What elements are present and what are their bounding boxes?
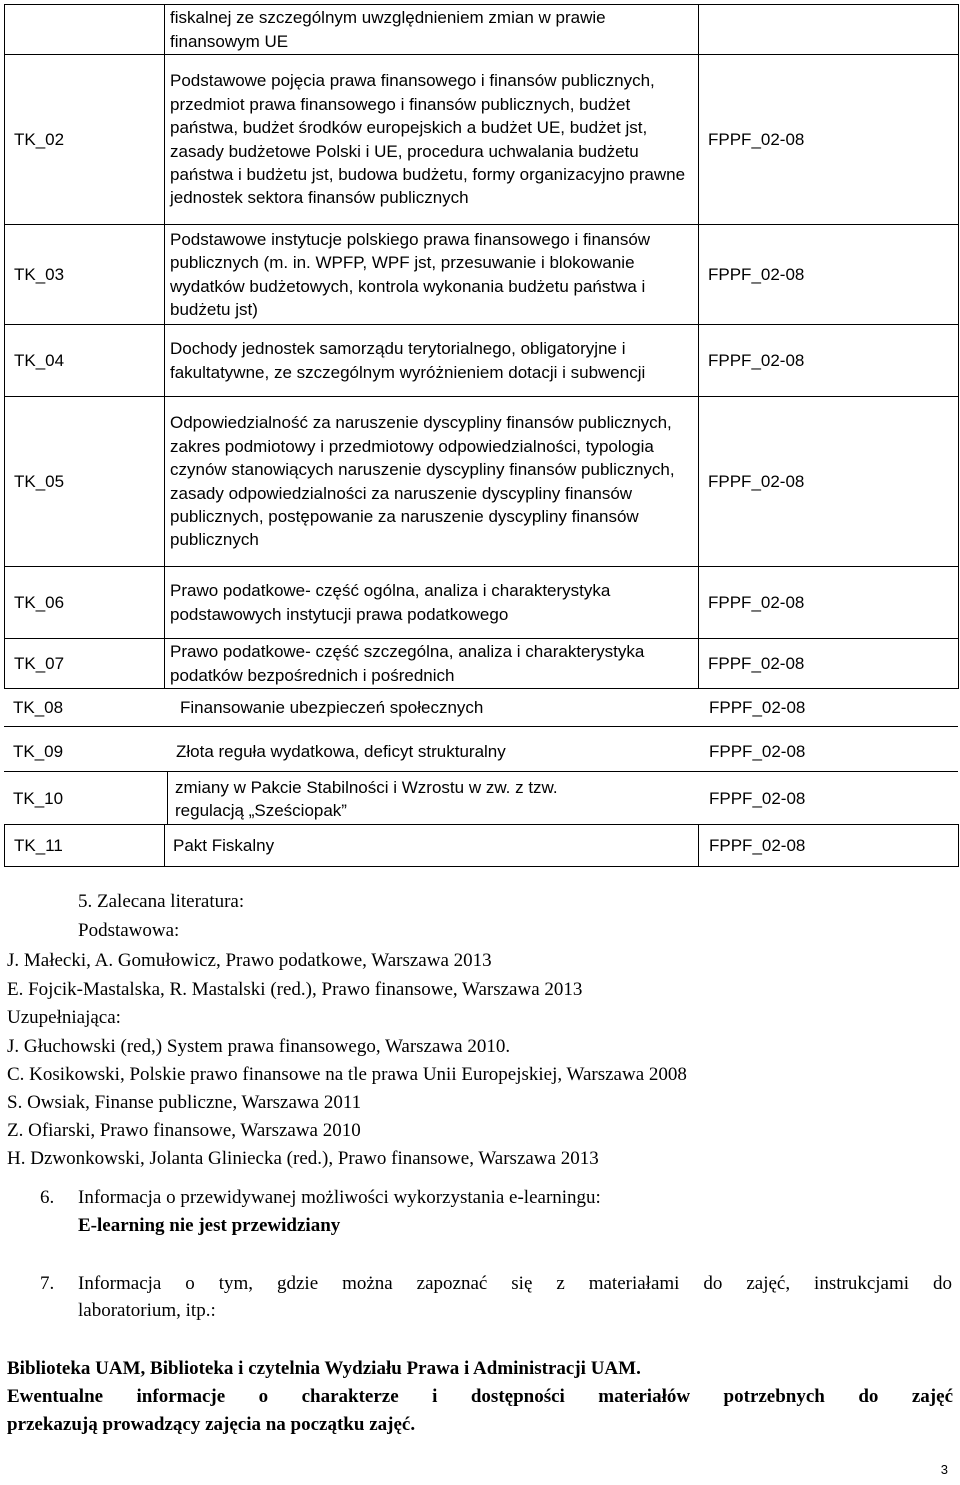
literature-heading: 5. Zalecana literatura: [78, 891, 245, 912]
materials-question-cont: laboratorium, itp.: [78, 1300, 216, 1321]
topics-table-end [4, 824, 959, 867]
topic-code [5, 5, 165, 55]
learning-outcome-ref: FPPF_02-08 [709, 698, 806, 717]
literature-item: J. Małecki, A. Gomułowicz, Prawo podatkowe, Warszawa 2013 [7, 950, 492, 971]
literature-item: S. Owsiak, Finanse publiczne, Warszawa 2011 [7, 1092, 362, 1113]
literature-item: H. Dzwonkowski, Jolanta Gliniecka (red.), Prawo finansowe, Warszawa 2013 [7, 1148, 599, 1169]
table-row [5, 639, 959, 689]
elearning-answer: E-learning nie jest przewidziany [78, 1215, 341, 1236]
topic-code: TK_10 [13, 789, 64, 808]
learning-outcome-ref: FPPF_02-08 [699, 325, 959, 397]
topic-description: regulacją „Sześciopak” [175, 801, 347, 820]
learning-outcome-ref: FPPF_02-08 [699, 825, 959, 867]
table-row [5, 825, 959, 867]
literature-item: Z. Ofiarski, Prawo finansowe, Warszawa 2010 [7, 1120, 361, 1141]
table-row [0, 740, 960, 763]
topic-description: Odpowiedzialność za naruszenie dyscypliny finansów publicznych, zakres podmiotowy i przedmiotowy odpowiedzialności, typologia czynów stanowiących naruszenie dyscypliny finansów publicznych, zasady odpowiedzialności za naruszenie dyscypliny finansów publicznych, postępowanie za naruszenie dyscypliny finansów publicznych [165, 397, 699, 567]
topic-description: zmiany w Pakcie Stabilności i Wzrostu w zw. z tzw. [175, 778, 558, 797]
elearning-question: Informacja o przewidywanej możliwości wykorzystania e-learningu: [78, 1187, 601, 1208]
topic-description: Podstawowe pojęcia prawa finansowego i finansów publicznych, przedmiot prawa finansowego i finansów publicznych, budżet państwa, budżet środków europejskich a budżet UE, budżet jst, zasady budżetowe Polski i UE, procedura uchwalania budżetu państwa i budżetu jst, budowa budżetu, formy organizacyjno prawne jednostek sektora finansów publicznych [165, 55, 699, 225]
table-row [0, 696, 960, 719]
topics-table [4, 4, 959, 689]
topic-description: Prawo podatkowe- część ogólna, analiza i charakterystyka podstawowych instytucji prawa podatkowego [165, 567, 699, 639]
topic-code: TK_03 [5, 225, 165, 325]
section-number: 7. [40, 1273, 55, 1294]
materials-notice-cont: przekazują prowadzący zajęcia na początku zajęć. [7, 1414, 416, 1435]
materials-question: Informacja o tym, gdzie można zapoznać się z materiałami do zajęć, instrukcjami do [78, 1273, 952, 1294]
literature-item: J. Głuchowski (red,) System prawa finansowego, Warszawa 2010. [7, 1036, 511, 1057]
divider [167, 772, 168, 824]
supplementary-literature-label: Uzupełniająca: [7, 1007, 121, 1028]
learning-outcome-ref: FPPF_02-08 [699, 397, 959, 567]
table-row [5, 325, 959, 397]
table-row [5, 567, 959, 639]
learning-outcome-ref: FPPF_02-08 [699, 639, 959, 689]
topic-code: TK_02 [5, 55, 165, 225]
materials-notice: Ewentualne informacje o charakterze i dostępności materiałów potrzebnych do zajęć [7, 1386, 953, 1407]
table-row [0, 776, 960, 822]
topic-description: Podstawowe instytucje polskiego prawa finansowego i finansów publicznych (m. in. WPFP, WPF jst, przesuwanie i blokowanie wydatków budżetowych, kontrola wykonania budżetu państwa i budżetu jst) [165, 225, 699, 325]
topic-description: Pakt Fiskalny [165, 825, 699, 867]
learning-outcome-ref: FPPF_02-08 [699, 55, 959, 225]
topic-description: Dochody jednostek samorządu terytorialnego, obligatoryjne i fakultatywne, ze szczególnym wyróżnieniem dotacji i subwencji [165, 325, 699, 397]
topic-code: TK_11 [5, 825, 165, 867]
topic-description: Prawo podatkowe- część szczególna, analiza i charakterystyka podatków bezpośrednich i pośrednich [165, 639, 699, 689]
topic-code: TK_06 [5, 567, 165, 639]
topic-description: fiskalnej ze szczególnym uwzględnieniem zmian w prawie finansowym UE [165, 5, 699, 55]
learning-outcome-ref: FPPF_02-08 [699, 567, 959, 639]
table-row [5, 397, 959, 567]
page-number: 3 [940, 1462, 948, 1477]
topic-code: TK_08 [13, 698, 64, 717]
literature-item: E. Fojcik-Mastalska, R. Mastalski (red.), Prawo finansowe, Warszawa 2013 [7, 979, 583, 1000]
learning-outcome-ref: FPPF_02-08 [709, 789, 806, 808]
topic-code: TK_05 [5, 397, 165, 567]
table-row [5, 5, 959, 55]
library-info: Biblioteka UAM, Biblioteka i czytelnia Wydziału Prawa i Administracji UAM. [7, 1358, 641, 1379]
topic-code: TK_07 [5, 639, 165, 689]
table-row [5, 55, 959, 225]
topic-code: TK_04 [5, 325, 165, 397]
divider [4, 771, 958, 772]
literature-item: C. Kosikowski, Polskie prawo finansowe na tle prawa Unii Europejskiej, Warszawa 2008 [7, 1064, 687, 1085]
topic-description: Finansowanie ubezpieczeń społecznych [180, 698, 484, 717]
section-number: 6. [40, 1187, 55, 1208]
basic-literature-label: Podstawowa: [78, 920, 180, 941]
learning-outcome-ref: FPPF_02-08 [699, 225, 959, 325]
divider [4, 726, 958, 727]
topic-description: Złota reguła wydatkowa, deficyt strukturalny [176, 742, 506, 761]
table-row [5, 225, 959, 325]
learning-outcome-ref [699, 5, 959, 55]
topic-code: TK_09 [13, 742, 64, 761]
learning-outcome-ref: FPPF_02-08 [709, 742, 806, 761]
